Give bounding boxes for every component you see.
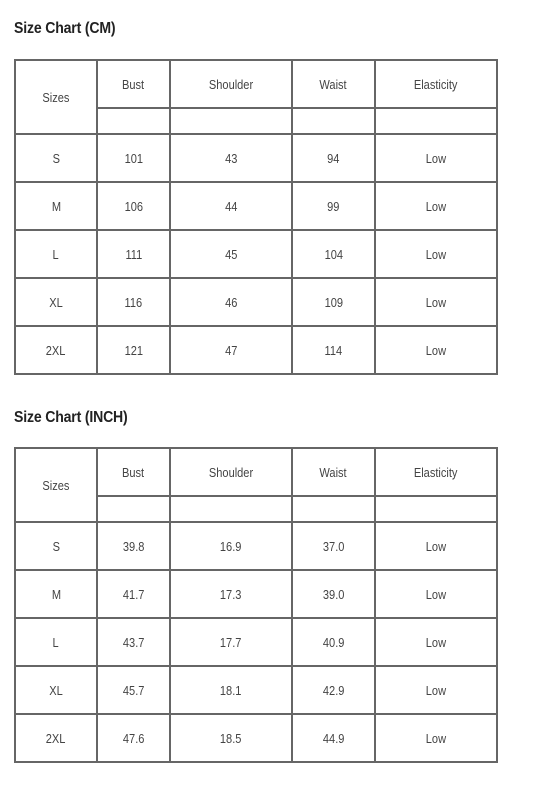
- inch-header-waist: Waist: [292, 448, 375, 496]
- inch-cell-elasticity: Low: [375, 618, 497, 666]
- cm-cell-waist: 104: [292, 230, 375, 278]
- inch-cell-waist: 39.0: [292, 570, 375, 618]
- inch-cell-size: XL: [15, 666, 97, 714]
- cm-cell-bust: 116: [97, 278, 170, 326]
- cm-cell-bust: 106: [97, 182, 170, 230]
- inch-cell-elasticity: Low: [375, 570, 497, 618]
- table-row: [15, 522, 497, 570]
- inch-cell-waist: 37.0: [292, 522, 375, 570]
- inch-cell-elasticity: Low: [375, 666, 497, 714]
- table-row: [15, 570, 497, 618]
- inch-header-sub-cell: [375, 496, 497, 522]
- table-row: [15, 618, 497, 666]
- inch-cell-size: 2XL: [15, 714, 97, 762]
- cm-section-title: Size Chart (CM): [14, 20, 116, 37]
- inch-cell-shoulder: 18.1: [170, 666, 292, 714]
- cm-cell-shoulder: 44: [170, 182, 292, 230]
- cm-cell-elasticity: Low: [375, 278, 497, 326]
- inch-cell-waist: 42.9: [292, 666, 375, 714]
- inch-header-sub-cell: [170, 496, 292, 522]
- cm-cell-shoulder: 45: [170, 230, 292, 278]
- inch-header-shoulder: Shoulder: [170, 448, 292, 496]
- inch-header-sub-cell: [292, 496, 375, 522]
- cm-header-sub-cell: [292, 108, 375, 134]
- cm-header-sub-cell: [170, 108, 292, 134]
- cm-cell-elasticity: Low: [375, 230, 497, 278]
- cm-size-table: [14, 59, 498, 375]
- cm-cell-waist: 109: [292, 278, 375, 326]
- inch-cell-bust: 43.7: [97, 618, 170, 666]
- cm-cell-elasticity: Low: [375, 182, 497, 230]
- table-row: [15, 666, 497, 714]
- inch-header-bust: Bust: [97, 448, 170, 496]
- cm-cell-elasticity: Low: [375, 326, 497, 374]
- cm-cell-size: L: [15, 230, 97, 278]
- cm-header-sub-cell: [97, 108, 170, 134]
- inch-cell-bust: 41.7: [97, 570, 170, 618]
- table-row: [15, 326, 497, 374]
- inch-cell-bust: 47.6: [97, 714, 170, 762]
- cm-cell-waist: 94: [292, 134, 375, 182]
- inch-cell-bust: 45.7: [97, 666, 170, 714]
- inch-cell-shoulder: 17.7: [170, 618, 292, 666]
- table-row: [15, 134, 497, 182]
- cm-cell-size: S: [15, 134, 97, 182]
- table-row: [15, 278, 497, 326]
- cm-header-bust: Bust: [97, 60, 170, 108]
- inch-cell-size: S: [15, 522, 97, 570]
- cm-header-shoulder: Shoulder: [170, 60, 292, 108]
- cm-cell-shoulder: 46: [170, 278, 292, 326]
- cm-header-sub-cell: [375, 108, 497, 134]
- inch-cell-elasticity: Low: [375, 714, 497, 762]
- inch-cell-size: M: [15, 570, 97, 618]
- inch-cell-shoulder: 17.3: [170, 570, 292, 618]
- table-row: [15, 230, 497, 278]
- cm-header-elasticity: Elasticity: [375, 60, 497, 108]
- inch-header-elasticity: Elasticity: [375, 448, 497, 496]
- cm-cell-waist: 99: [292, 182, 375, 230]
- cm-table-body: [15, 60, 497, 374]
- cm-cell-waist: 114: [292, 326, 375, 374]
- cm-header-sizes: Sizes: [15, 60, 97, 134]
- inch-section-title: Size Chart (INCH): [14, 409, 128, 426]
- table-row: [15, 714, 497, 762]
- cm-cell-bust: 121: [97, 326, 170, 374]
- inch-cell-size: L: [15, 618, 97, 666]
- cm-cell-shoulder: 47: [170, 326, 292, 374]
- inch-header-row: [15, 448, 497, 496]
- cm-cell-size: 2XL: [15, 326, 97, 374]
- inch-cell-shoulder: 18.5: [170, 714, 292, 762]
- inch-header-sub-cell: [97, 496, 170, 522]
- inch-table-body: [15, 448, 497, 762]
- inch-cell-waist: 44.9: [292, 714, 375, 762]
- table-row: [15, 182, 497, 230]
- cm-cell-size: M: [15, 182, 97, 230]
- cm-cell-bust: 111: [97, 230, 170, 278]
- cm-header-row: [15, 60, 497, 108]
- cm-cell-size: XL: [15, 278, 97, 326]
- cm-header-waist: Waist: [292, 60, 375, 108]
- inch-cell-waist: 40.9: [292, 618, 375, 666]
- inch-header-sizes: Sizes: [15, 448, 97, 522]
- cm-cell-elasticity: Low: [375, 134, 497, 182]
- inch-size-table: [14, 447, 498, 763]
- inch-cell-elasticity: Low: [375, 522, 497, 570]
- inch-cell-bust: 39.8: [97, 522, 170, 570]
- cm-cell-bust: 101: [97, 134, 170, 182]
- cm-cell-shoulder: 43: [170, 134, 292, 182]
- inch-cell-shoulder: 16.9: [170, 522, 292, 570]
